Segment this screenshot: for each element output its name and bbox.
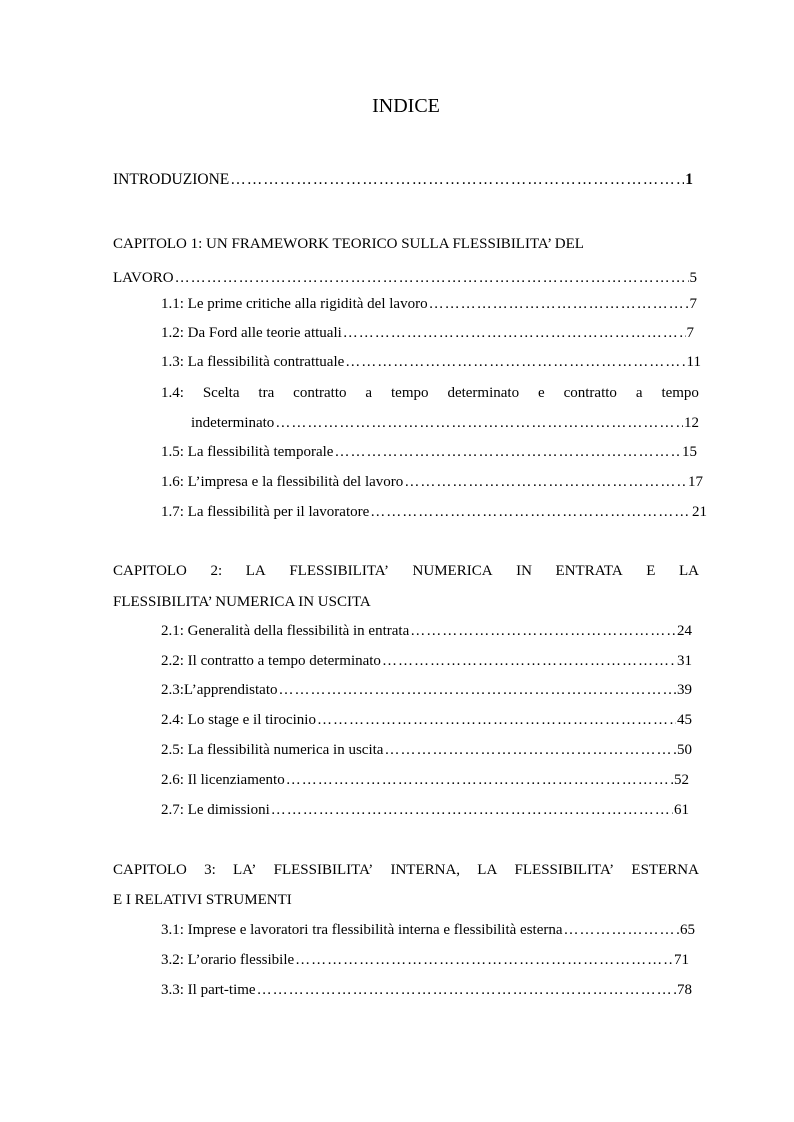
toc-word: a [365, 385, 373, 401]
toc-section-1-3 [161, 352, 701, 372]
toc-entry-introduction [113, 170, 693, 190]
toc-section-1-4-line1 [161, 383, 699, 403]
heading-word: 2: [210, 563, 223, 579]
toc-page-number: 39 [677, 682, 692, 698]
toc-section-2-2 [161, 651, 692, 671]
toc-section-1-5 [161, 442, 697, 462]
toc-page-number: 15 [682, 444, 697, 460]
toc-word: tra [258, 385, 275, 401]
toc-entry-label: 2.5: La flessibilità numerica in uscita [161, 742, 384, 758]
toc-page-number: 24 [677, 623, 692, 639]
toc-section-2-6 [161, 770, 689, 790]
dot-leader [370, 502, 691, 522]
toc-page-number: 17 [688, 474, 703, 490]
toc-entry-label: 2.4: Lo stage e il tirocinio [161, 712, 316, 728]
toc-section-1-2 [161, 323, 694, 343]
chapter-2-heading [113, 561, 699, 581]
toc-word: a [635, 385, 643, 401]
toc-word: tempo [661, 385, 699, 401]
toc-section-1-6 [161, 472, 703, 492]
dot-leader [410, 621, 676, 641]
heading-word: 3: [204, 862, 216, 878]
toc-page-number: 1 [685, 171, 693, 188]
toc-page-number: 31 [677, 653, 692, 669]
dot-leader [257, 980, 676, 1000]
heading-word: IN [516, 563, 532, 579]
toc-entry-label: 3.1: Imprese e lavoratori tra flessibilità interna e flessibilità esterna [161, 922, 563, 938]
dot-leader [343, 323, 686, 343]
toc-section-1-1 [161, 294, 697, 314]
toc-page-number: 65 [680, 922, 695, 938]
toc-entry-label: 2.3:L’apprendistato [161, 682, 278, 698]
toc-entry-label: 1.2: Da Ford alle teorie attuali [161, 325, 342, 341]
dot-leader [429, 294, 689, 314]
heading-word: LA [245, 563, 266, 579]
toc-entry-label: 3.2: L’orario flessibile [161, 952, 295, 968]
toc-section-3-3 [161, 980, 692, 1000]
toc-entry-label: 2.7: Le dimissioni [161, 802, 270, 818]
toc-entry-label: 2.6: Il licenziamento [161, 772, 285, 788]
toc-page-number: 78 [677, 982, 692, 998]
toc-page-number: 21 [692, 504, 707, 520]
toc-word: e [538, 385, 545, 401]
dot-leader [275, 413, 683, 433]
dot-leader [175, 268, 689, 288]
toc-page-number: 7 [686, 325, 694, 341]
chapter-1-heading: CAPITOLO 1: UN FRAMEWORK TEORICO SULLA FLESSIBILITA’ DEL [113, 236, 584, 252]
toc-word: tempo [391, 385, 429, 401]
heading-word: CAPITOLO [113, 862, 187, 878]
toc-section-2-5 [161, 740, 692, 760]
toc-section-2-4 [161, 710, 692, 730]
heading-word: E [646, 563, 656, 579]
heading-word: ESTERNA [631, 862, 699, 878]
chapter-3-heading-continued: E I RELATIVI STRUMENTI [113, 892, 292, 908]
toc-section-2-7 [161, 800, 689, 820]
chapter-2-heading-continued: FLESSIBILITA’ NUMERICA IN USCITA [113, 594, 371, 610]
chapter-3-heading [113, 860, 699, 880]
toc-word: 1.4: [161, 385, 184, 401]
heading-word: NUMERICA [412, 563, 493, 579]
toc-section-2-1 [161, 621, 692, 641]
toc-page-number: 61 [674, 802, 689, 818]
heading-word: FLESSIBILITA’ [289, 563, 389, 579]
dot-leader [404, 472, 687, 492]
dot-leader [334, 442, 681, 462]
toc-entry-label: 1.5: La flessibilità temporale [161, 444, 334, 460]
toc-word: contratto [293, 385, 347, 401]
toc-entry-label: 2.1: Generalità della flessibilità in entrata [161, 623, 410, 639]
toc-entry-label: 2.2: Il contratto a tempo determinato [161, 653, 381, 669]
toc-entry-label: 1.6: L’impresa e la flessibilità del lavoro [161, 474, 404, 490]
heading-word: LA [679, 563, 699, 579]
toc-page-number: 50 [677, 742, 692, 758]
dot-leader [382, 651, 676, 671]
toc-entry-label: 3.3: Il part-time [161, 982, 256, 998]
toc-entry-label: 1.1: Le prime critiche alla rigidità del lavoro [161, 296, 428, 312]
heading-word: LA [477, 862, 498, 878]
heading-word: FLESSIBILITA’ [514, 862, 615, 878]
dot-leader [317, 710, 676, 730]
toc-word: determinato [447, 385, 520, 401]
toc-entry-label: 1.7: La flessibilità per il lavoratore [161, 504, 370, 520]
dot-leader [295, 950, 673, 970]
toc-section-3-1 [161, 920, 695, 940]
heading-word: FLESSIBILITA’ [273, 862, 374, 878]
toc-page-number: 52 [674, 772, 689, 788]
dot-leader [230, 170, 684, 190]
heading-word: CAPITOLO [113, 563, 187, 579]
toc-entry-label: INTRODUZIONE [113, 171, 230, 188]
toc-entry-label: 1.3: La flessibilità contrattuale [161, 354, 345, 370]
toc-page-number: 45 [677, 712, 692, 728]
dot-leader [279, 680, 676, 700]
toc-page-number: 12 [684, 415, 699, 431]
toc-page-number: 7 [689, 296, 697, 312]
dot-leader [384, 740, 676, 760]
toc-word: contratto [563, 385, 617, 401]
toc-word: Scelta [202, 385, 240, 401]
heading-word: ENTRATA [555, 563, 623, 579]
toc-page-number: 71 [674, 952, 689, 968]
dot-leader [286, 770, 673, 790]
toc-page-number: 11 [686, 354, 701, 370]
toc-page-number: 5 [689, 270, 697, 286]
toc-section-1-4-line2 [191, 413, 699, 433]
heading-word: INTERNA, [390, 862, 461, 878]
dot-leader [271, 800, 673, 820]
toc-section-1-7 [161, 502, 707, 522]
dot-leader [564, 920, 679, 940]
heading-word: LA’ [233, 862, 257, 878]
toc-entry-label: indeterminato [191, 415, 275, 431]
page-title: INDICE [372, 95, 440, 117]
chapter-1-heading-continued [113, 268, 697, 288]
dot-leader [345, 352, 685, 372]
toc-entry-label: LAVORO [113, 270, 174, 286]
toc-section-3-2 [161, 950, 689, 970]
toc-section-2-3 [161, 680, 692, 700]
